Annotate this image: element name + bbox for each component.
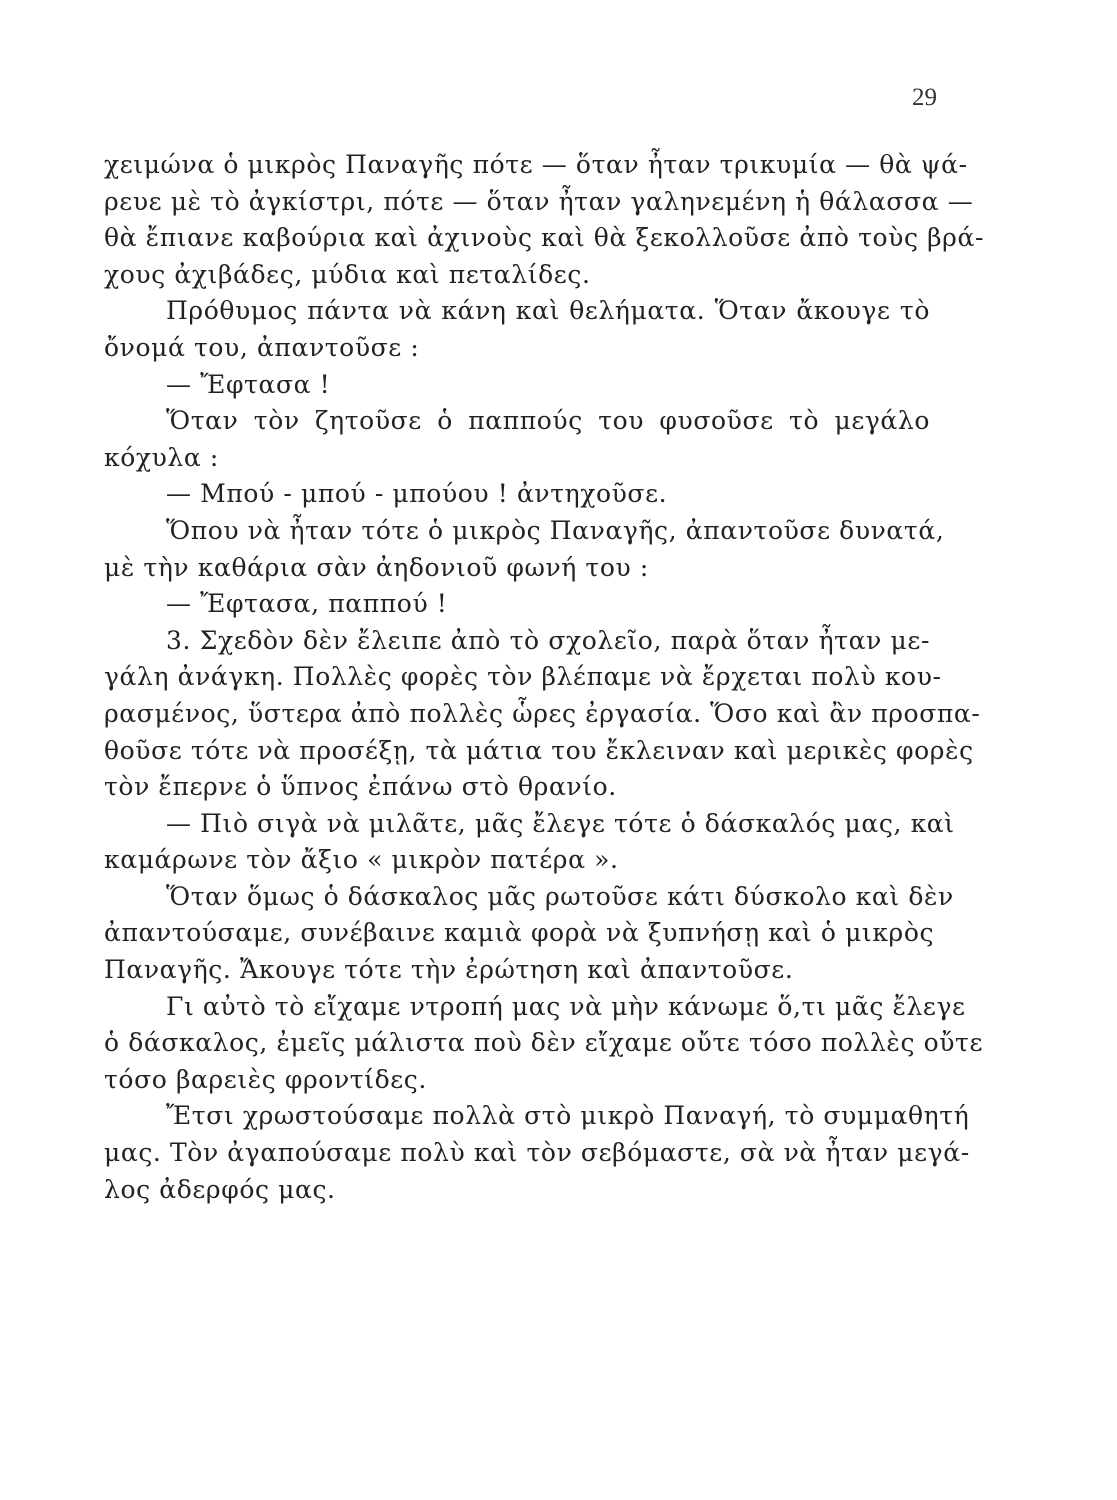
text-line: Ὅπου νὰ ἦταν τότε ὁ μικρὸς Παναγῆς, ἀπαντοῦσε δυνατά, bbox=[166, 515, 945, 545]
text-line: — Ἔφτασα, παππού ! bbox=[166, 589, 448, 619]
text-line: — Μπού - μπού - μπούου ! ἀντηχοῦσε. bbox=[166, 479, 668, 509]
text-line: τὸν ἔπερνε ὁ ὕπνος ἐπάνω στὸ θρανίο. bbox=[104, 772, 617, 802]
text-line: μὲ τὴν καθάρια σὰν ἀηδονιοῦ φωνή του : bbox=[104, 552, 649, 582]
text-line: χους ἀχιβάδες, μύδια καὶ πεταλίδες. bbox=[104, 259, 591, 289]
text-line: ὁ δάσκαλος, ἐμεῖς μάλιστα ποὺ δὲν εἴχαμε οὔτε τόσο πολλὲς οὔτε bbox=[104, 1028, 984, 1058]
text-line: θοῦσε τότε νὰ προσέξῃ, τὰ μάτια του ἔκλειναν καὶ μερικὲς φορὲς bbox=[104, 735, 974, 765]
text-line: Παναγῆς. Ἄκουγε τότε τὴν ἐρώτηση καὶ ἀπαντοῦσε. bbox=[104, 955, 794, 985]
page-number: 29 bbox=[912, 84, 937, 111]
text-line: θὰ ἔπιανε καβούρια καὶ ἀχινοὺς καὶ θὰ ξεκολλοῦσε ἀπὸ τοὺς βρά- bbox=[104, 223, 984, 253]
text-line: λος ἀδερφός μας. bbox=[104, 1174, 336, 1204]
text-line: — Πιὸ σιγὰ νὰ μιλᾶτε, μᾶς ἔλεγε τότε ὁ δάσκαλός μας, καὶ bbox=[166, 808, 955, 838]
body-text bbox=[104, 147, 984, 1208]
text-line: ὄνομά του, ἀπαντοῦσε : bbox=[104, 332, 420, 362]
text-line: 3. Σχεδὸν δὲν ἔλειπε ἀπὸ τὸ σχολεῖο, παρὰ ὅταν ἦταν με- bbox=[166, 625, 930, 655]
text-line: τόσο βαρειὲς φροντίδες. bbox=[104, 1064, 427, 1094]
text-line: — Ἔφτασα ! bbox=[166, 369, 331, 399]
text-line: κόχυλα : bbox=[104, 442, 219, 472]
text-line: Ὅταν τὸν ζητοῦσε ὁ παππούς του φυσοῦσε τὸ μεγάλο bbox=[166, 406, 930, 436]
text-line: χειμώνα ὁ μικρὸς Παναγῆς πότε — ὅταν ἦταν τρικυμία — θὰ ψά- bbox=[104, 150, 968, 179]
text-line: ρασμένος, ὕστερα ἀπὸ πολλὲς ὧρες ἐργασία. Ὅσο καὶ ἂν προσπα- bbox=[104, 698, 981, 728]
text-line: ρευε μὲ τὸ ἀγκίστρι, πότε — ὅταν ἦταν γαληνεμένη ἡ θάλασσα — bbox=[104, 186, 974, 216]
text-line: καμάρωνε τὸν ἄξιο « μικρὸν πατέρα ». bbox=[104, 845, 619, 875]
text-line: Πρόθυμος πάντα νὰ κάνη καὶ θελήματα. Ὅταν ἄκουγε τὸ bbox=[166, 296, 930, 326]
text-line: μας. Τὸν ἀγαπούσαμε πολὺ καὶ τὸν σεβόμαστε, σὰ νὰ ἦταν μεγά- bbox=[104, 1138, 970, 1168]
text-line: ἀπαντούσαμε, συνέβαινε καμιὰ φορὰ νὰ ξυπνήσῃ καὶ ὁ μικρὸς bbox=[104, 918, 935, 948]
text-line: Γι αὐτὸ τὸ εἴχαμε ντροπή μας νὰ μὴν κάνωμε ὅ,τι μᾶς ἔλεγε bbox=[166, 991, 966, 1021]
text-line: γάλη ἀνάγκη. Πολλὲς φορὲς τὸν βλέπαμε νὰ ἔρχεται πολὺ κου- bbox=[104, 662, 942, 692]
text-line: Ὅταν ὅμως ὁ δάσκαλος μᾶς ρωτοῦσε κάτι δύσκολο καὶ δὲν bbox=[166, 881, 954, 911]
text-line: Ἔτσι χρωστούσαμε πολλὰ στὸ μικρὸ Παναγή, τὸ συμμαθητή bbox=[166, 1101, 970, 1131]
